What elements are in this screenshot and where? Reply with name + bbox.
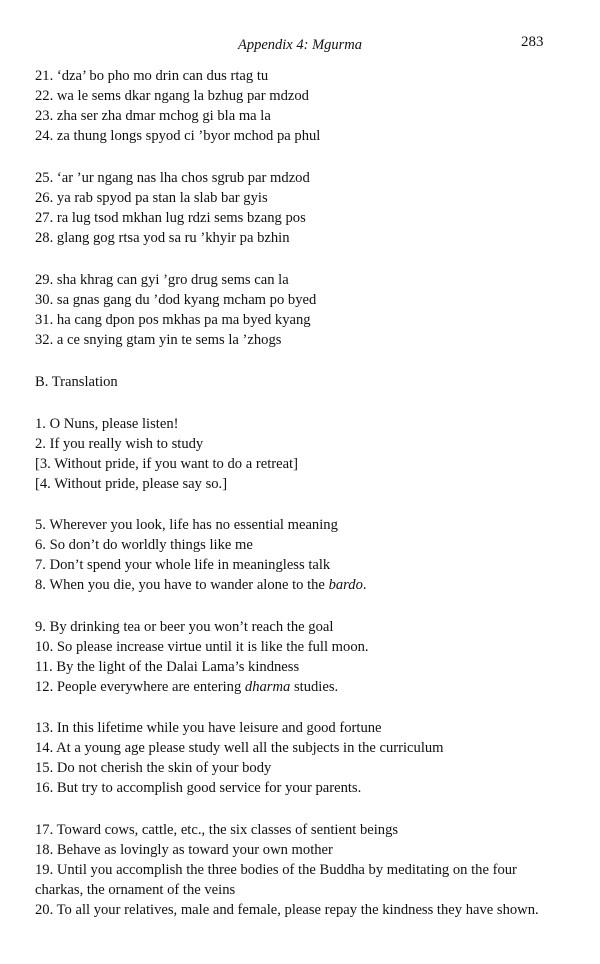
translation-line-10: 10. So please increase virtue until it is like the full moon. <box>35 639 369 655</box>
translation-line-16: 16. But try to accomplish good service for your parents. <box>35 780 362 796</box>
translation-line-1: 1. O Nuns, please listen! <box>35 416 179 432</box>
tibetan-line-31: 31. ha cang dpon pos mkhas pa ma byed kyang <box>35 312 311 328</box>
tibetan-line-26: 26. ya rab spyod pa stan la slab bar gyis <box>35 190 268 206</box>
tibetan-line-27: 27. ra lug tsod mkhan lug rdzi sems bzang pos <box>35 210 306 226</box>
translation-line-3: [3. Without pride, if you want to do a retreat] <box>35 456 298 472</box>
translation-line-2: 2. If you really wish to study <box>35 436 204 452</box>
translation-line-15: 15. Do not cherish the skin of your body <box>35 760 272 776</box>
translation-line-8 <box>35 575 367 595</box>
running-head: Appendix 4: Mgurma <box>237 37 363 53</box>
line-8-text: 8. When you die, you have to wander alone to the <box>35 577 329 593</box>
translation-line-9: 9. By drinking tea or beer you won’t reach the goal <box>35 619 334 635</box>
tibetan-line-22: 22. wa le sems dkar ngang la bzhug par mdzod <box>35 88 309 104</box>
translation-line-11: 11. By the light of the Dalai Lama’s kindness <box>35 659 300 675</box>
page-number: 283 <box>521 34 544 50</box>
dharma-term: dharma <box>244 679 291 695</box>
translation-line-20: 20. To all your relatives, male and female, please repay the kindness they have shown. <box>35 902 539 918</box>
translation-line-5: 5. Wherever you look, life has no essential meaning <box>35 517 338 533</box>
bardo-term: bardo <box>328 577 363 593</box>
tibetan-line-30: 30. sa gnas gang du ’dod kyang mcham po byed <box>35 292 317 308</box>
tibetan-line-29: 29. sha khrag can gyi ’gro drug sems can la <box>35 272 289 288</box>
line-8-end: . <box>362 577 367 593</box>
translation-line-19: 19. Until you accomplish the three bodies of the Buddha by meditating on the four charkas, the ornament of the veins <box>35 862 517 898</box>
translation-line-14: 14. At a young age please study well all the subjects in the curriculum <box>35 740 444 756</box>
tibetan-line-25: 25. ‘ar ’ur ngang nas lha chos sgrub par mdzod <box>35 170 310 186</box>
tibetan-line-32: 32. a ce snying gtam yin te sems la ’zhogs <box>35 332 282 348</box>
line-12-end: studies. <box>290 679 339 695</box>
translation-line-7: 7. Don’t spend your whole life in meaningless talk <box>35 557 331 573</box>
translation-line-6: 6. So don’t do worldly things like me <box>35 537 253 553</box>
translation-heading: B. Translation <box>35 374 118 390</box>
translation-line-4: [4. Without pride, please say so.] <box>35 476 228 492</box>
translation-line-12 <box>35 677 338 697</box>
translation-line-18: 18. Behave as lovingly as toward your own mother <box>35 842 333 858</box>
tibetan-line-21: 21. ‘dza’ bo pho mo drin can dus rtag tu <box>35 68 269 84</box>
tibetan-line-23: 23. zha ser zha dmar mchog gi bla ma la <box>35 108 271 124</box>
line-12-text: 12. People everywhere are entering <box>35 679 245 695</box>
translation-line-17: 17. Toward cows, cattle, etc., the six classes of sentient beings <box>35 822 399 838</box>
translation-line-13: 13. In this lifetime while you have leisure and good fortune <box>35 720 382 736</box>
tibetan-line-24: 24. za thung longs spyod ci ’byor mchod pa phul <box>35 128 321 144</box>
tibetan-line-28: 28. glang gog rtsa yod sa ru ’khyir pa bzhin <box>35 230 290 246</box>
